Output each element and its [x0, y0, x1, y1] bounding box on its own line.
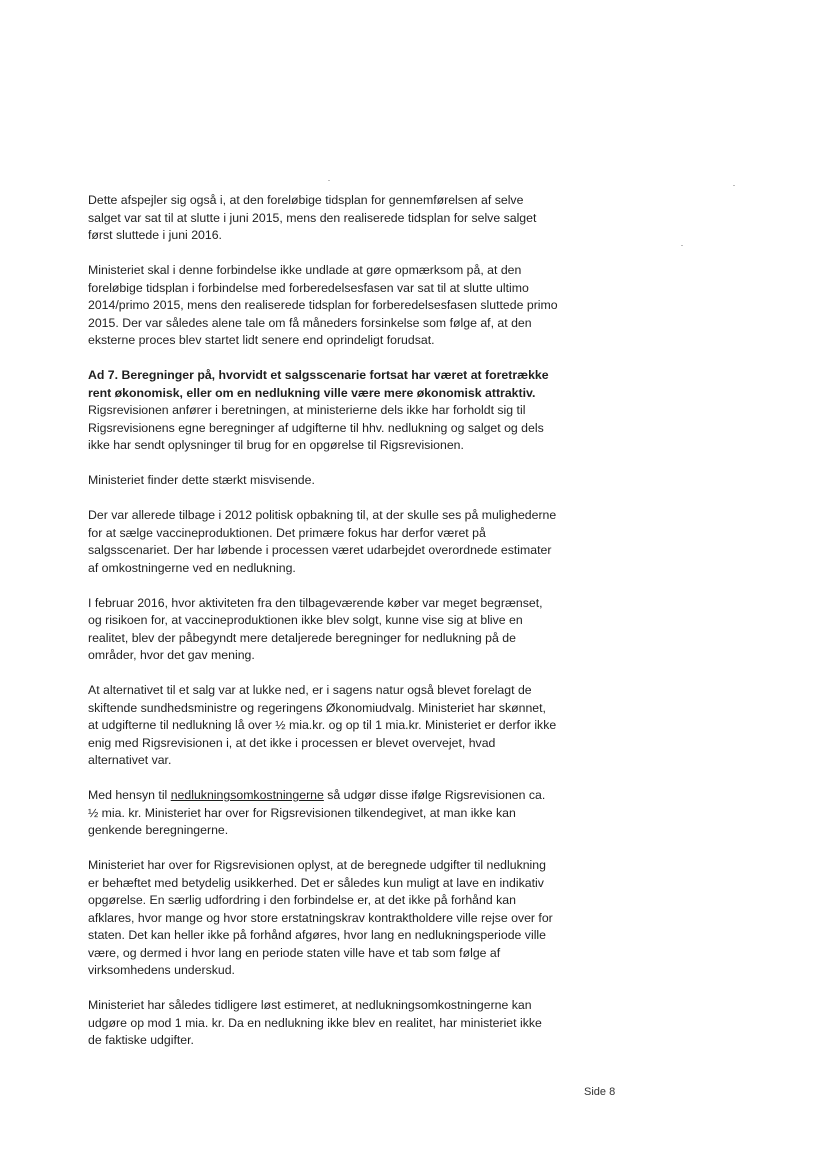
scan-speck — [733, 185, 735, 186]
paragraph-february-2016: I februar 2016, hvor aktiviteten fra den tilbageværende køber var meget begrænset, og risikoen for, at vaccineproduktionen ikke blev solgt, kunne vise sig at blive en realitet, blev der påbegyndt mere detaljerede beregninger for nedlukning på de områder, hvor det gav mening. — [88, 595, 543, 662]
paragraph-estimate: Ministeriet har således tidligere løst estimeret, at nedlukningsomkostningerne kan udgøre op mod 1 mia. kr. Da en nedlukning ikke blev en realitet, har ministeriet ikke de faktiske udgifter. — [88, 998, 542, 1047]
paragraph-alternative: At alternativet til et salg var at lukke ned, er i sagens natur også blevet forelagt de skiftende sundhedsministre og regeringens Økonomiudvalg. Ministeriet har skønnet, at udgifterne til nedlukning lå over ½ mia.kr. og op til 1 mia.kr. Ministeriet er derfor ikke enig med Rigsrevisionen i, at det ikke i processen er blevet overvejet, hvad alternativet var. — [88, 683, 557, 767]
paragraph-misleading: Ministeriet finder dette stærkt misvisende. — [88, 473, 315, 487]
paragraph-timeline-sale: Dette afspejler sig også i, at den foreløbige tidsplan for gennemførelsen af selve salget var sat til at slutte i juni 2015, mens den realiserede tidsplan for selve salget først sluttede i juni 2016. — [88, 193, 537, 242]
paragraph-closure-costs — [88, 787, 558, 840]
paragraph-rigsrevisionen-claim: Rigsrevisionen anfører i beretningen, at ministerierne dels ikke har forholdt sig til Rigsrevisionens egne beregninger af udgifterne til hhv. nedlukning og salget og dels ikke har sendt oplysninger til brug for en opgørelse til Rigsrevisionen. — [88, 403, 544, 452]
closure-costs-intro: Med hensyn til — [88, 788, 171, 802]
scan-speck — [681, 245, 683, 246]
paragraph-political-backing: Der var allerede tilbage i 2012 politisk opbakning til, at der skulle ses på mulighederne for at sælge vaccineproduktionen. Det primære fokus har derfor været på salgsscenariet. Der har løbende i processen været udarbejdet overordnede estimater af omkostningerne ved en nedlukning. — [88, 508, 557, 575]
scan-speck — [328, 180, 330, 181]
page-number: Side 8 — [584, 1086, 616, 1098]
paragraph-timeline-preparation: Ministeriet skal i denne forbindelse ikke undlade at gøre opmærksom på, at den foreløbige tidsplan i forbindelse med forberedelsesfasen var sat til at slutte ultimo 2014/primo 2015, mens den realiserede tidsplan for forberedelsesfasen sluttede primo 2015. Der var således alene tale om få måneders forsinkelse som følge af, at den eksterne proces blev startet lidt senere end oprindeligt forudsat. — [88, 263, 558, 347]
closure-costs-underlined-term: nedlukningsomkostningerne — [170, 788, 324, 802]
paragraph-uncertainty: Ministeriet har over for Rigsrevisionen oplyst, at de beregnede udgifter til nedlukning er behæftet med betydelig usikkerhed. Det er således kun muligt at lave en indikativ opgørelse. En særlig udfordring i den forbindelse er, at det ikke på forhånd kan afklares, hvor mange og hvor store erstatningskrav kontraktholdere ville rejse over for staten. Det kan heller ikke på forhånd afgøres, hvor lang en nedlukningsperiode ville være, og dermed i hvor lang en periode staten ville have et tab som følge af virksomhedens underskud. — [88, 858, 553, 977]
document-body — [88, 192, 558, 1067]
section-heading-7: Ad 7. Beregninger på, hvorvidt et salgsscenarie fortsat har været at foretrække rent økonomisk, eller om en nedlukning ville være mere økonomisk attraktiv. — [88, 368, 549, 400]
closure-costs-rest: så udgør disse ifølge Rigsrevisionen ca. ½ mia. kr. Ministeriet har over for Rigsrevisionen tilkendegivet, at man ikke kan genkende beregningerne. — [88, 788, 546, 837]
